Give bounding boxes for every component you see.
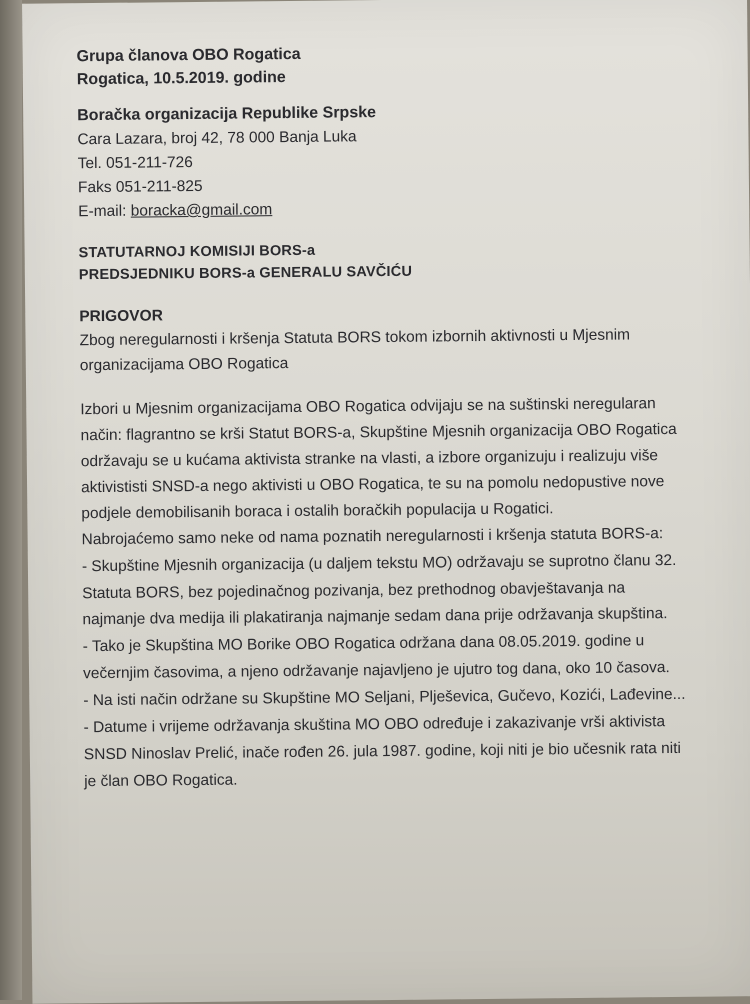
recipient-address: Cara Lazara, broj 42, 78 000 Banja Luka bbox=[77, 128, 357, 149]
body-line: Statuta BORS, bez pojedinačnog pozivanja, bez prethodnog obavještavanja na bbox=[82, 579, 626, 603]
place-date: Rogatica, 10.5.2019. godine bbox=[76, 69, 286, 89]
body-line: je član OBO Rogatica. bbox=[84, 771, 238, 791]
body-line: podjele demobilisanih boraca i ostalih boračkih populacija u Rogatici. bbox=[81, 500, 554, 523]
body-line: - Datume i vrijeme održavanja skuština MO OBO određuje i zakazivanje vrši aktivista bbox=[83, 713, 666, 737]
email-label: E-mail: bbox=[78, 202, 131, 221]
body-line: - Na isti način održane su Skupštine MO Seljani, Plješevica, Gučevo, Kozići, Lađevine... bbox=[83, 685, 686, 710]
document-page bbox=[22, 0, 750, 1004]
body-line: - Tako je Skupština MO Borike OBO Rogatica održana dana 08.05.2019. godine u bbox=[82, 632, 645, 656]
email-link[interactable]: boracka@gmail.com bbox=[130, 201, 273, 220]
subject-line-2: organizacijama OBO Rogatica bbox=[79, 355, 289, 375]
body-line: Izbori u Mjesnim organizacijama OBO Rogatica odvijaju se na suštinski neregularan bbox=[80, 395, 656, 419]
body-line: održavaju se u kućama aktivista stranke na vlasti, a izbore organizuju i realizuju više bbox=[80, 447, 659, 471]
addressee-line-2: PREDSJEDNIKU BORS-a GENERALU SAVČIĆU bbox=[78, 263, 413, 284]
body-line: - Skupštine Mjesnih organizacija (u daljem tekstu MO) održavaju se suprotno članu 32. bbox=[81, 551, 677, 576]
recipient-tel: Tel. 051-211-726 bbox=[77, 154, 193, 173]
body-line: najmanje dva medija ili plakatiranja najmanje sedam dana prije održavanja skupština. bbox=[82, 605, 668, 629]
body-line: večernjim časovima, a njeno održavanje najavljeno je ujutro tog dana, oko 10 časova. bbox=[82, 659, 670, 683]
body-line: aktivististi SNSD-a nego aktivisti u OBO Rogatica, te su na pomolu nedopustive nove bbox=[81, 473, 665, 497]
sender-name: Grupa članova OBO Rogatica bbox=[76, 45, 301, 66]
body-line: način: flagrantno se krši Statut BORS-a, Skupštine Mjesnih organizacija OBO Rogatica bbox=[80, 420, 677, 445]
recipient-email-row bbox=[78, 200, 272, 222]
subject-title: PRIGOVOR bbox=[79, 307, 163, 326]
subject-line-1: Zbog neregularnosti i kršenja Statuta BORS tokom izbornih aktivnosti u Mjesnim bbox=[79, 326, 631, 350]
body-line: Nabrojaćemo samo neke od nama poznatih neregularnosti i kršenja statuta BORS-a: bbox=[81, 525, 664, 549]
body-line: SNSD Ninoslav Prelić, inače rođen 26. jula 1987. godine, koji niti je bio učesnik rata niti bbox=[83, 739, 682, 764]
background-edge bbox=[0, 0, 22, 1000]
recipient-fax: Faks 051-211-825 bbox=[77, 177, 203, 197]
recipient-org: Boračka organizacija Republike Srpske bbox=[77, 104, 377, 125]
addressee-line-1: STATUTARNOJ KOMISIJI BORS-a bbox=[78, 242, 316, 262]
